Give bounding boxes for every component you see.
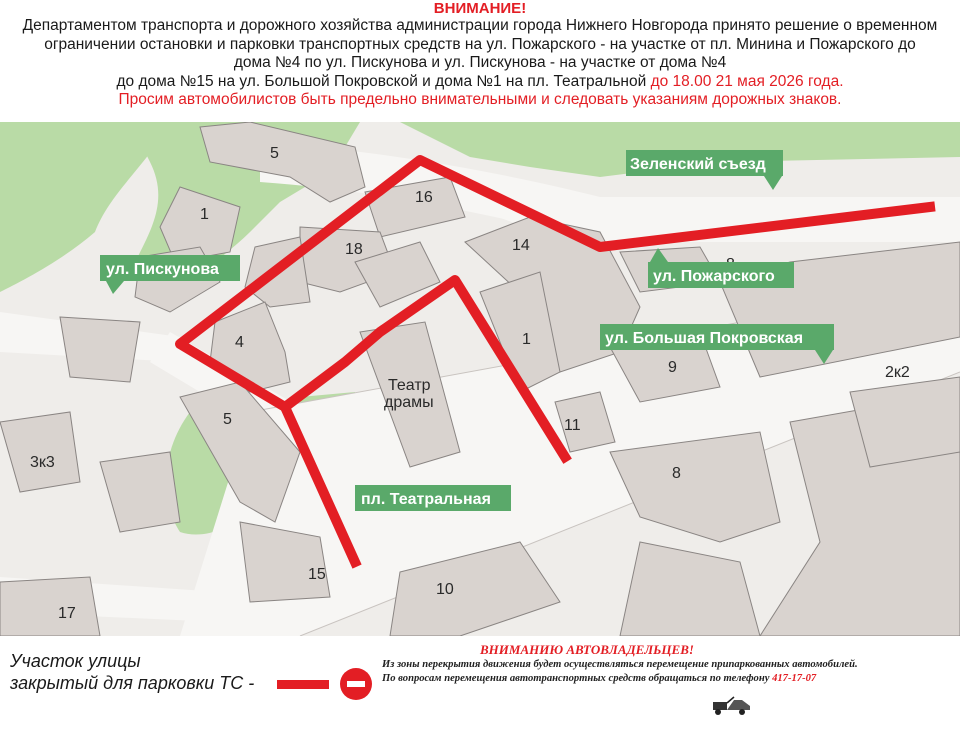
street-label-piskunova: ул. Пискунова xyxy=(106,261,219,278)
building-number: 1 xyxy=(200,206,209,223)
header-date: до 18.00 21 мая 2026 года. xyxy=(650,72,844,90)
notice-text: Из зоны перекрытия движения будет осуществляться перемещение припаркованных автомобилей. По вопросам перемещения автотранспортных средств обращаться по телефону xyxy=(382,659,858,684)
header-line-4 xyxy=(0,73,960,92)
street-label-pokrovskaya: ул. Большая Покровская xyxy=(605,330,804,347)
building-number: 15 xyxy=(308,566,326,583)
header-line-4-text: до дома №15 на ул. Большой Покровской и дома №1 на пл. Театральной xyxy=(116,72,651,90)
building-number: 4 xyxy=(235,334,244,351)
street-label-zelensky: Зеленский съезд xyxy=(630,156,766,173)
building-number: 14 xyxy=(512,237,530,254)
building-number: 10 xyxy=(436,581,454,598)
notice-phone: 417-17-07 xyxy=(772,673,817,684)
building-number: 1 xyxy=(522,331,531,348)
theater-label-1: Театр xyxy=(388,377,431,394)
header-line-2: ограничении остановки и парковки транспортных средств на ул. Пожарского - на участке от пл. Минина и Пожарского до xyxy=(44,35,916,53)
street-label-teatralnaya: пл. Театральная xyxy=(361,491,491,508)
building-number: 9 xyxy=(668,359,677,376)
no-entry-icon xyxy=(340,668,372,700)
building-number: 5 xyxy=(270,145,279,162)
building-number: 3к3 xyxy=(30,454,55,471)
header xyxy=(0,0,960,122)
attention-title: ВНИМАНИЕ! xyxy=(433,0,527,17)
building-number: 5 xyxy=(223,411,232,428)
building-number: 17 xyxy=(58,605,76,622)
building-17 xyxy=(0,577,100,636)
building-number: 8 xyxy=(672,465,681,482)
theater-label-2: драмы xyxy=(384,394,434,411)
notice-title: ВНИМАНИЮ АВТОВЛАДЕЛЬЦЕВ! xyxy=(480,642,694,657)
header-line-1: Департаментом транспорта и дорожного хозяйства администрации города Нижнего Новгорода принято решение о временном xyxy=(22,17,938,34)
legend-line-2: закрытый для парковки ТС - xyxy=(10,673,255,693)
street-label-pozharskogo: ул. Пожарского xyxy=(653,268,775,285)
building-number: 2к2 xyxy=(885,364,910,381)
header-line-3: дома №4 по ул. Пискунова и ул. Пискунова - на участке от дома №4 xyxy=(233,54,727,71)
building-number: 16 xyxy=(415,189,433,206)
building-number: 18 xyxy=(345,241,363,258)
building-number: 11 xyxy=(564,417,581,434)
legend-line-1: Участок улицы xyxy=(10,651,141,671)
notice-body xyxy=(382,658,862,686)
map[interactable] xyxy=(0,122,960,636)
header-line-5: Просим автомобилистов быть предельно внимательными и следовать указаниям дорожных знаков. xyxy=(118,91,842,108)
footer xyxy=(0,636,960,732)
tow-truck-icon xyxy=(712,694,752,716)
map-canvas xyxy=(0,122,960,636)
label-teatralnaya xyxy=(355,485,511,511)
legend-red-line xyxy=(277,680,329,689)
